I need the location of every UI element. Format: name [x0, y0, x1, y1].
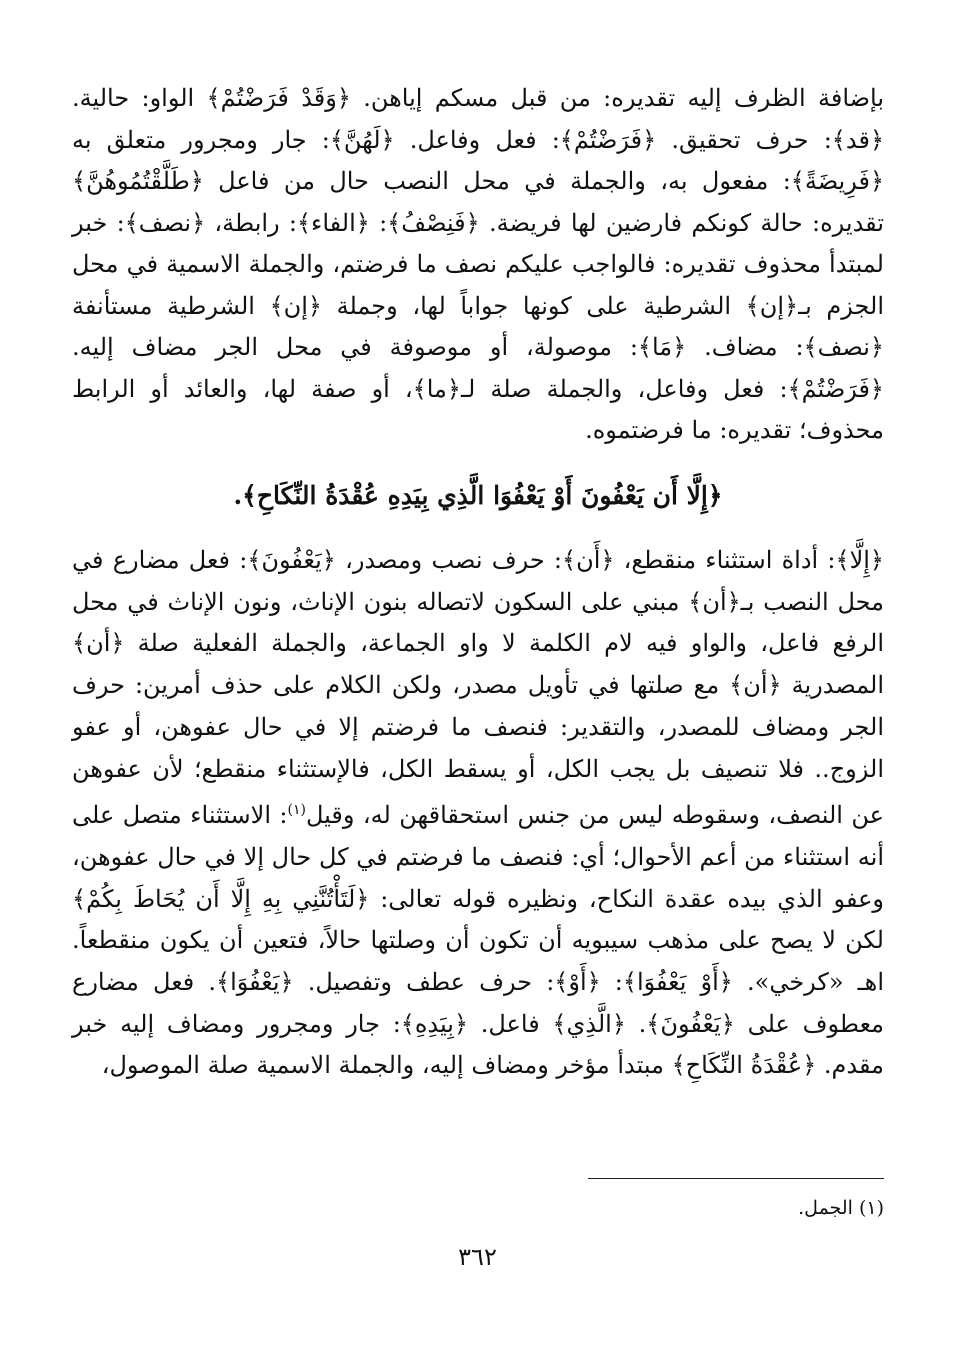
- quran-verse-line: ﴿إِلَّا أَن يَعْفُونَ أَوْ يَعْفُوَا الَّذِي بِيَدِهِ عُقْدَةُ النِّكَاحِ﴾.: [233, 481, 723, 510]
- footnote-text: الجمل.: [798, 1197, 853, 1219]
- footnote-marker: (١): [858, 1197, 884, 1219]
- paragraph-text: [72, 540, 884, 1087]
- paragraph-text: بإضافة الظرف إليه تقديره: من قبل مسكم إياهن. ﴿وَقَدْ فَرَضْتُمْ﴾ الواو: حالية. ﴿قد﴾: حرف تحقيق. ﴿فَرَضْتُمْ﴾: فعل وفاعل. ﴿لَهُنَّ﴾: جار ومجرور متعلق به ﴿فَرِيضَةً﴾: مفعول به، والجملة في محل النصب حال من فاعل ﴿طَلَّقْتُمُوهُنَّ﴾ تقديره: حالة كونكم فارضين لها فريضة. ﴿فَنِصْفُ﴾: ﴿الفاء﴾: رابطة، ﴿نصف﴾: خبر لمبتدأ محذوف تقديره: فالواجب عليكم نصف ما فرضتم، والجملة الاسمية في محل الجزم بـ﴿إن﴾ الشرطية على كونها جواباً لها، وجملة ﴿إن﴾ الشرطية مستأنفة ﴿نصف﴾: مضاف. ﴿مَا﴾: موصولة، أو موصوفة في محل الجر مضاف إليه. ﴿فَرَضْتُمْ﴾: فعل وفاعل، والجملة صلة لـ﴿ما﴾، أو صفة لها، والعائد أو الرابط محذوف؛ تقديره: ما فرضتموه.: [72, 84, 885, 444]
- page-number: ٣٦٢: [458, 1243, 497, 1271]
- commentary-paragraph-1: [72, 78, 884, 452]
- footnote-separator: [588, 1178, 884, 1179]
- commentary-paragraph-2: [72, 540, 884, 1087]
- footnote: [72, 1194, 884, 1222]
- paragraph-text-part-2: : الاستثناء متصل على أنه استثناء من أعم الأحوال؛ أي: فنصف ما فرضتم في كل حال إلا في حال عفوهن، وعفو الذي بيده عقدة النكاح، ونظيره قوله تعالى: ﴿لَتَأْتُنَّنِي بِهِ إِلَّا أَن يُحَاطَ بِكُمْ﴾ لكن لا يصح على مذهب سيبويه أن تكون أن وصلتها حالاً، فتعين أن يكون منقطعاً. اهـ «كرخي». ﴿أَوْ يَعْفُوَا﴾: ﴿أَوْ﴾: حرف عطف وتفصيل. ﴿يَعْفُوَا﴾. فعل مضارع معطوف على ﴿يَعْفُونَ﴾. ﴿الَّذِي﴾ فاعل. ﴿بِيَدِهِ﴾: جار ومجرور ومضاف إليه خبر مقدم. ﴿عُقْدَةُ النِّكَاحِ﴾ مبتدأ مؤخر ومضاف إليه، والجملة الاسمية صلة الموصول،: [72, 801, 884, 1080]
- paragraph-text-part-1: ﴿إِلَّا﴾: أداة استثناء منقطع، ﴿أَن﴾: حرف نصب ومصدر، ﴿يَعْفُونَ﴾: فعل مضارع في محل النصب بـ﴿أن﴾ مبني على السكون لاتصاله بنون الإناث، ونون الإناث في محل الرفع فاعل، والواو فيه لام الكلمة لا واو الجماعة، والجملة الفعلية صلة ﴿أن﴾ المصدرية ﴿أن﴾ مع صلتها في تأويل مصدر، ولكن الكلام على حذف أمرين: حرف الجر ومضاف للمصدر، والتقدير: فنصف ما فرضتم إلا في حال عفوهن، أو عفو الزوج.. فلا تنصيف بل يجب الكل، أو يسقط الكل، فالإستثناء منقطع؛ لأن عفوهن عن النصف، وسقوطه ليس من جنس استحقاقهن له، وقيل: [72, 546, 884, 830]
- footnote-reference: (١): [287, 802, 306, 819]
